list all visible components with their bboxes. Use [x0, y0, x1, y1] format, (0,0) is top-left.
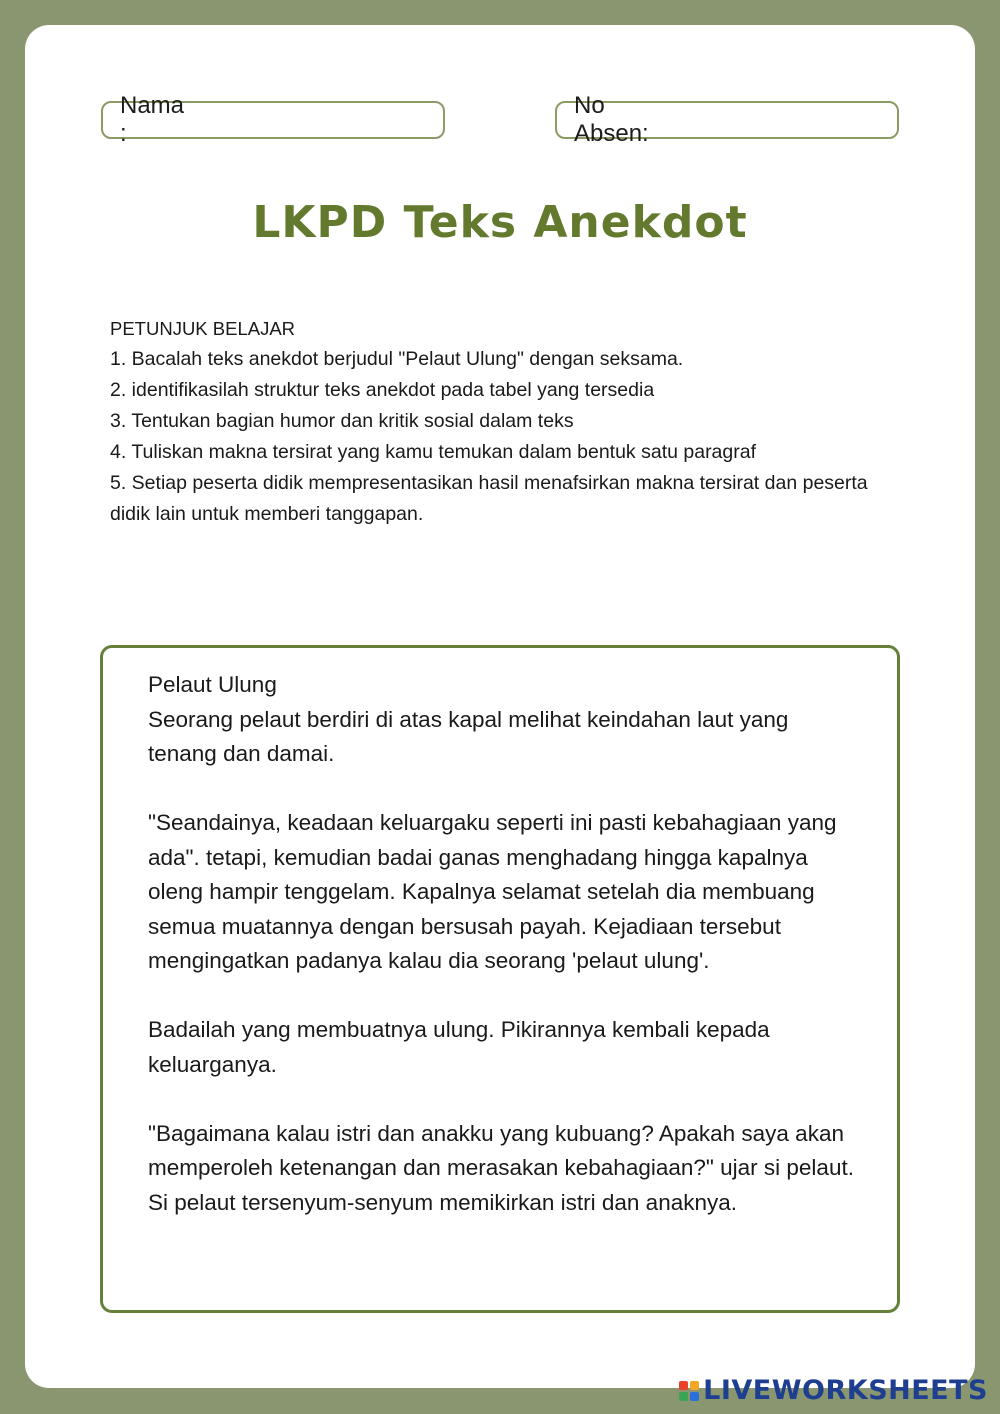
instruction-step: 4. Tuliskan makna tersirat yang kamu temukan dalam bentuk satu paragraf	[110, 441, 757, 463]
liveworksheets-branding	[679, 1375, 988, 1406]
page-title: LKPD Teks Anekdot	[252, 197, 748, 248]
absen-field	[555, 92, 899, 147]
instruction-step: 3. Tentukan bagian humor dan kritik sosial dalam teks	[110, 410, 574, 432]
story-content	[148, 668, 863, 1255]
story-title: Pelaut Ulung	[148, 672, 277, 697]
liveworksheets-logo-icon	[679, 1381, 699, 1401]
story-paragraph: "Seandainya, keadaan keluargaku seperti ini pasti kebahagiaan yang ada". tetapi, kemudian badai ganas menghadang hingga kapalnya oleng hampir tenggelam. Kapalnya selamat setelah dia membuang semua muatannya dengan bersusah payah. Kejadiaan tersebut mengingatkan padanya kalau dia seorang 'pelaut ulung'.	[148, 810, 837, 973]
instructions-section	[110, 313, 910, 530]
name-field	[101, 92, 445, 147]
worksheet-page	[25, 25, 975, 1388]
story-box	[100, 645, 900, 1313]
logo-square	[679, 1381, 688, 1390]
name-input[interactable]	[184, 105, 476, 135]
name-label: Nama :	[120, 92, 185, 147]
brand-text: LIVEWORKSHEETS	[703, 1375, 988, 1406]
instruction-step: 1. Bacalah teks anekdot berjudul "Pelaut Ulung" dengan seksama.	[110, 348, 684, 370]
instructions-heading: PETUNJUK BELAJAR	[110, 318, 296, 339]
logo-square	[690, 1392, 699, 1401]
logo-square	[690, 1381, 699, 1390]
instruction-step: 5. Setiap peserta didik mempresentasikan hasil menafsirkan makna tersirat dan peserta didik lain untuk memberi tanggapan.	[110, 472, 868, 525]
absen-input[interactable]	[649, 105, 941, 135]
story-paragraph: "Bagaimana kalau istri dan anakku yang kubuang? Apakah saya akan memperoleh ketenangan dan merasakan kebahagiaan?" ujar si pelaut. Si pelaut tersenyum-senyum memikirkan istri dan anaknya.	[148, 1120, 854, 1215]
story-paragraph: Badailah yang membuatnya ulung. Pikirannya kembali kepada keluarganya.	[148, 1017, 770, 1077]
logo-square	[679, 1392, 688, 1401]
absen-label: No Absen:	[574, 92, 649, 147]
instruction-step: 2. identifikasilah struktur teks anekdot pada tabel yang tersedia	[110, 379, 655, 401]
story-paragraph: Seorang pelaut berdiri di atas kapal melihat keindahan laut yang tenang dan damai.	[148, 706, 789, 766]
